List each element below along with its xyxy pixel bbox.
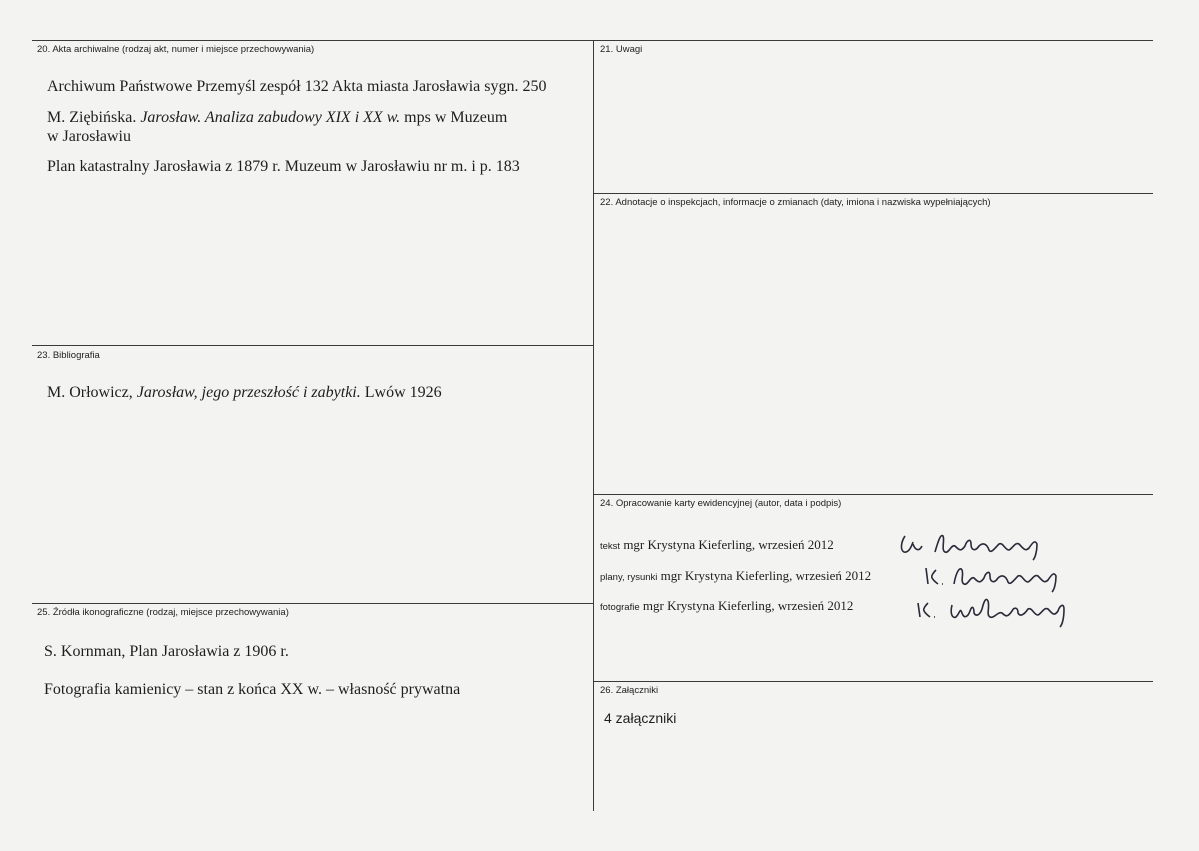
archive-entry-2-continued: w Jarosławiu bbox=[47, 128, 131, 145]
section-23-label: 23. Bibliografia bbox=[37, 350, 100, 361]
divider-23-25 bbox=[32, 603, 593, 604]
author-row-text bbox=[600, 537, 834, 553]
divider-22-24 bbox=[593, 494, 1153, 495]
iconographic-source-1: S. Kornman, Plan Jarosławia z 1906 r. bbox=[44, 643, 289, 660]
attachments-value: 4 załączniki bbox=[604, 710, 677, 726]
section-22-label: 22. Adnotacje o inspekcjach, informacje o zmianach (daty, imiona i nazwiska wypełniających) bbox=[600, 197, 991, 208]
archive-entry-2-rest: mps w Muzeum bbox=[400, 109, 508, 126]
archive-entry-2-title: Jarosław. Analiza zabudowy XIX i XX w. bbox=[140, 109, 401, 126]
archive-entry-2-author: M. Ziębińska. bbox=[47, 109, 141, 126]
iconographic-source-2: Fotografia kamienicy – stan z końca XX w. – własność prywatna bbox=[44, 681, 461, 698]
author-row-value: mgr Krystyna Kieferling, wrzesień 2012 bbox=[639, 598, 854, 613]
bibliography-title: Jarosław, jego przeszłość i zabytki. bbox=[136, 384, 361, 401]
archive-entry-1: Archiwum Państwowe Przemyśl zespół 132 Akta miasta Jarosławia sygn. 250 bbox=[47, 78, 547, 95]
author-row-plans bbox=[600, 568, 871, 584]
divider-24-26 bbox=[593, 681, 1153, 682]
section-25-label: 25. Źródła ikonograficzne (rodzaj, miejsce przechowywania) bbox=[37, 607, 289, 618]
bibliography-rest: Lwów 1926 bbox=[360, 384, 442, 401]
bibliography-author: M. Orłowicz, bbox=[47, 384, 137, 401]
archive-entry-3: Plan katastralny Jarosławia z 1879 r. Muzeum w Jarosławiu nr m. i p. 183 bbox=[47, 158, 520, 175]
column-divider bbox=[593, 40, 594, 811]
signature-1 bbox=[895, 528, 1045, 562]
author-row-role: tekst bbox=[600, 541, 621, 552]
author-row-value: mgr Krystyna Kieferling, wrzesień 2012 bbox=[657, 568, 872, 583]
section-26-label: 26. Załączniki bbox=[600, 685, 659, 696]
author-row-role: fotografie bbox=[600, 602, 640, 613]
section-21-label: 21. Uwagi bbox=[600, 44, 643, 55]
author-row-photos bbox=[600, 598, 853, 614]
section-20-label: 20. Akta archiwalne (rodzaj akt, numer i miejsce przechowywania) bbox=[37, 44, 315, 55]
signature-3 bbox=[912, 593, 1072, 629]
signature-2 bbox=[920, 562, 1070, 594]
archive-entry-2 bbox=[47, 108, 507, 127]
divider-21-22 bbox=[593, 193, 1153, 194]
divider-20-23 bbox=[32, 345, 593, 346]
author-row-role: plany, rysunki bbox=[600, 572, 658, 583]
author-row-value: mgr Krystyna Kieferling, wrzesień 2012 bbox=[620, 537, 834, 552]
section-24-label: 24. Opracowanie karty ewidencyjnej (autor, data i podpis) bbox=[600, 498, 842, 509]
bibliography-entry bbox=[47, 383, 442, 402]
